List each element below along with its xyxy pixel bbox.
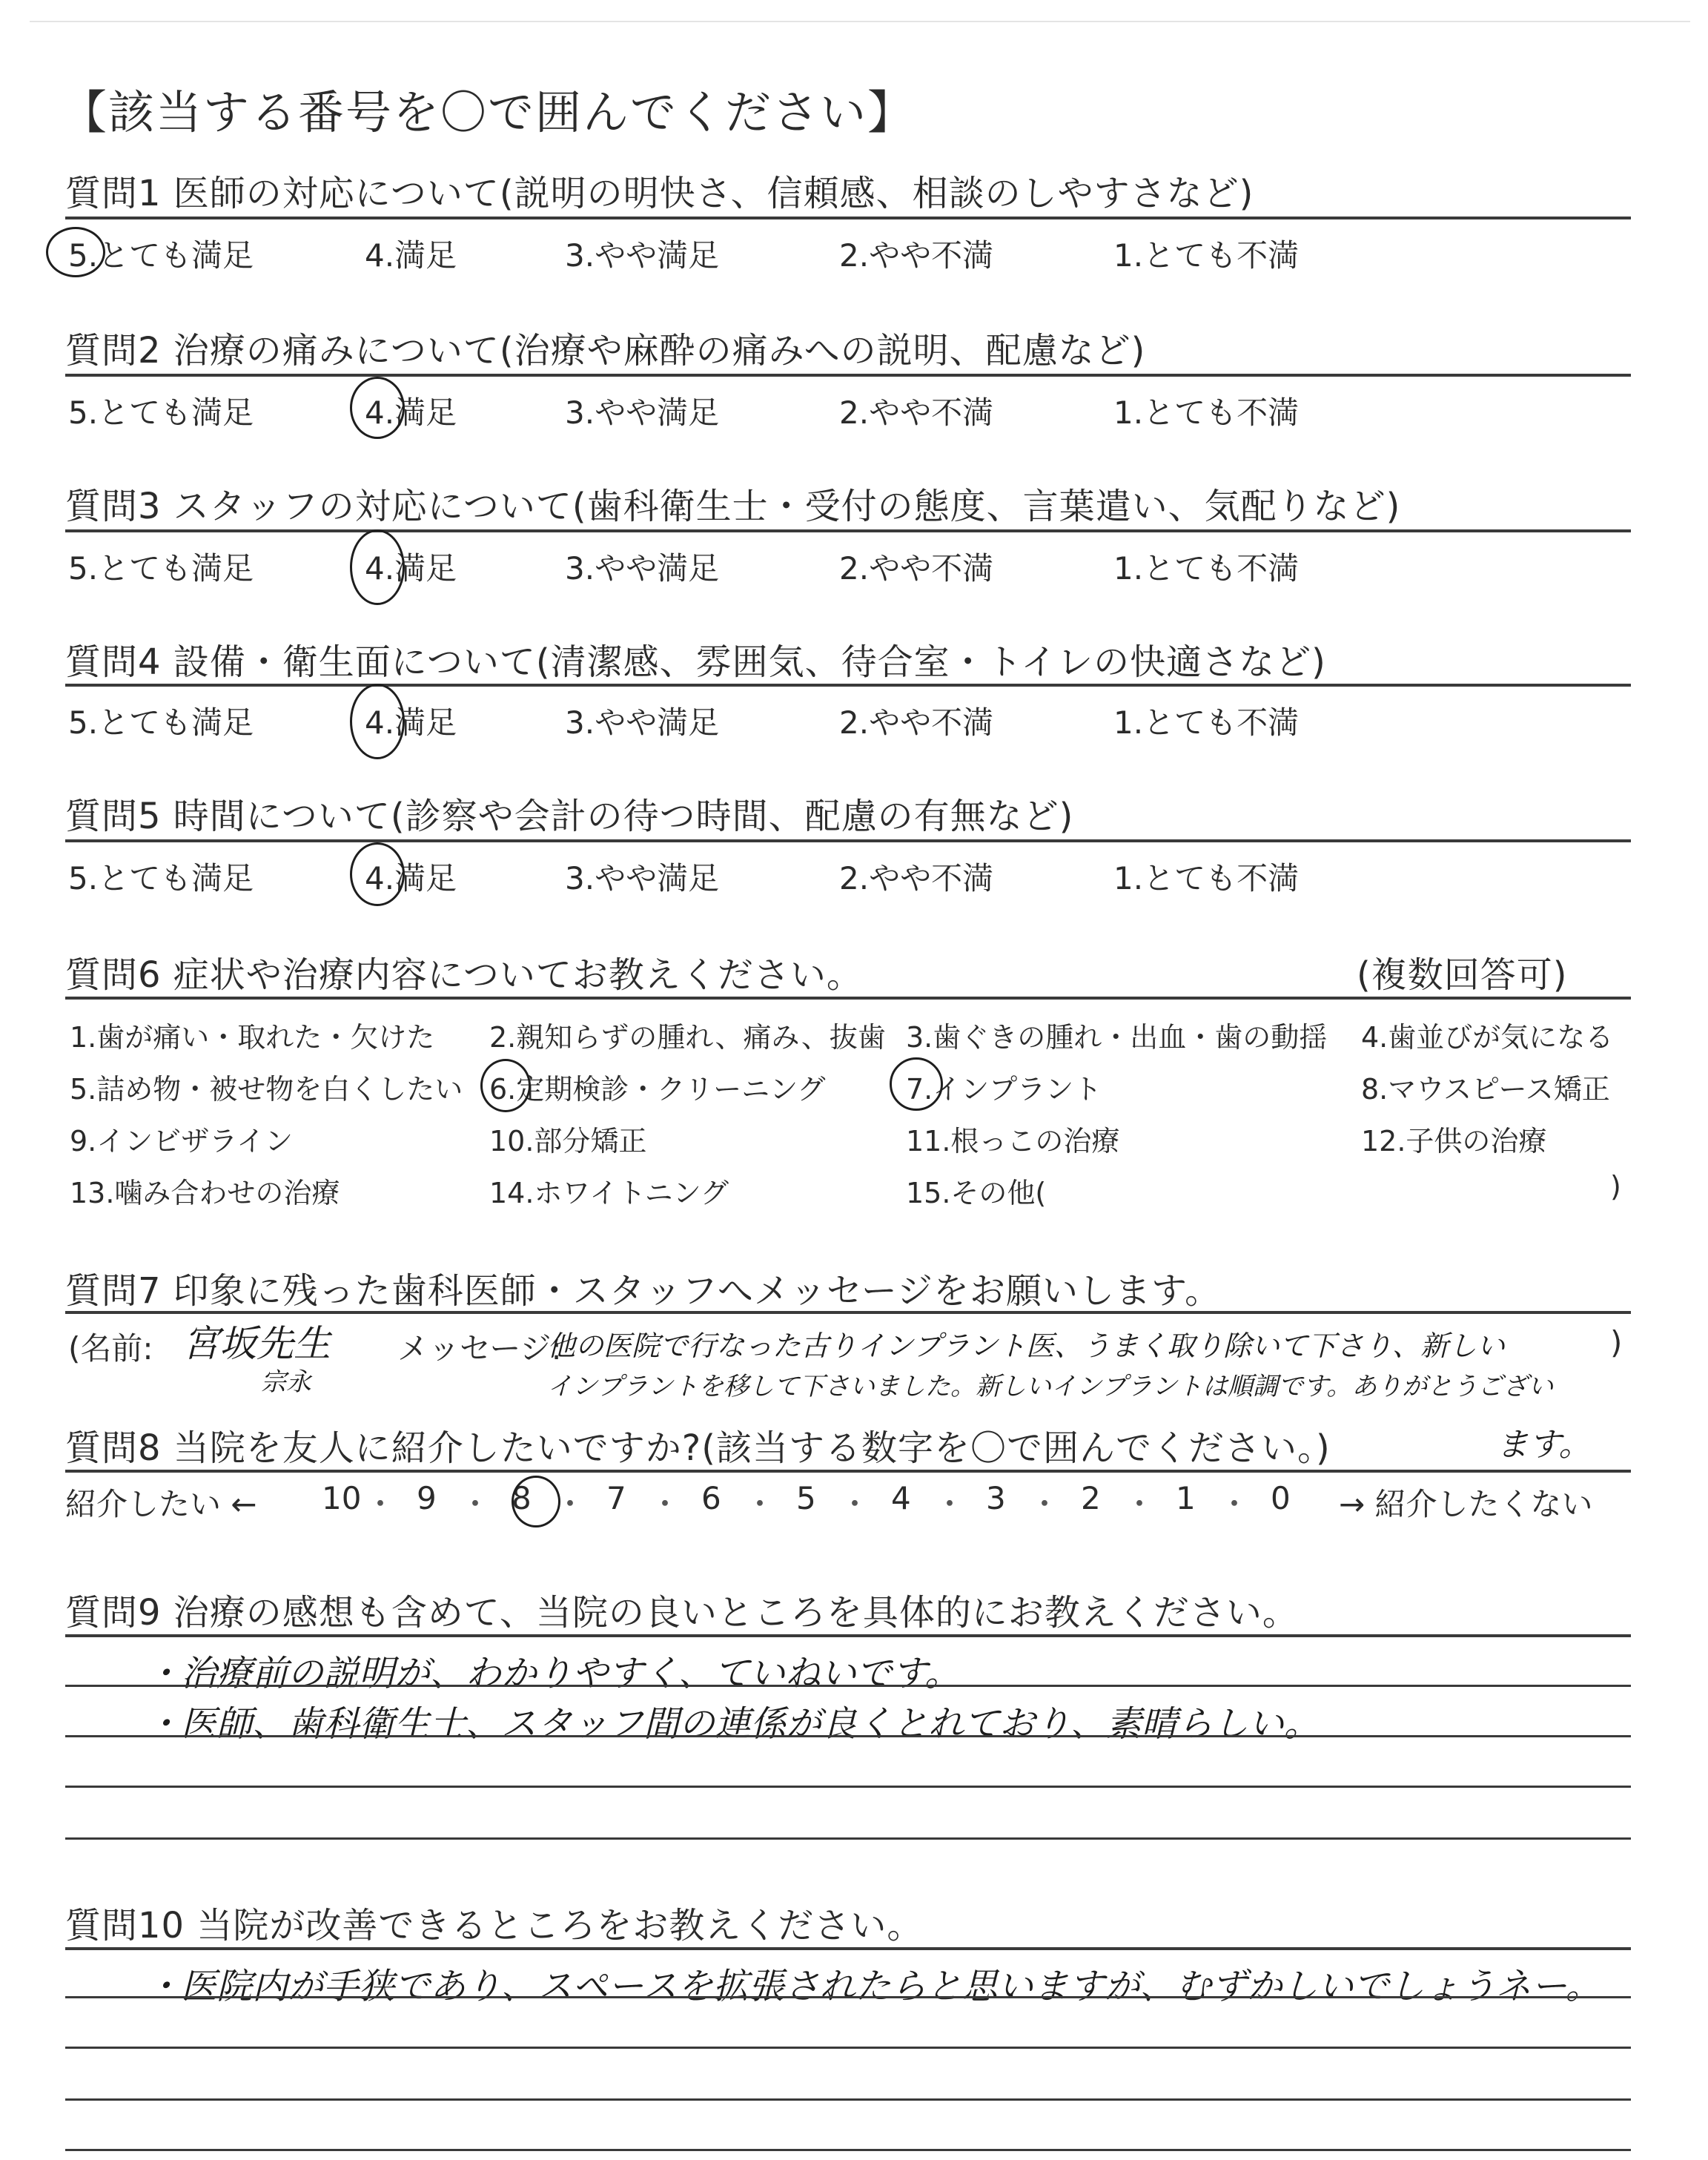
option-1[interactable]: 1.とても不満: [1113, 550, 1300, 587]
question-rule: [65, 217, 1631, 219]
question-label: 質問10 当院が改善できるところをお教えください。: [65, 1905, 924, 1946]
top-edge-line: [30, 21, 1690, 22]
question-label: 質問6 症状や治療内容についてお教えください。: [65, 954, 863, 996]
symptom-item[interactable]: 6.定期検診・クリーニング: [489, 1073, 826, 1106]
symptom-item[interactable]: 1.歯が痛い・取れた・欠けた: [70, 1021, 435, 1054]
writing-line: [65, 1735, 1631, 1737]
answer-line-1[interactable]: ・治療前の説明が、わかりやすく、ていねいです。: [145, 1653, 961, 1694]
option-4[interactable]: 4.満足: [365, 237, 457, 274]
symptom-item[interactable]: 10.部分矯正: [489, 1125, 647, 1157]
writing-line: [65, 1685, 1631, 1687]
question-label: 質問4 設備・衛生面について(清潔感、雰囲気、待合室・トイレの快適さなど): [65, 641, 1326, 683]
symptom-item[interactable]: 14.ホワイトニング: [489, 1177, 729, 1209]
option-5[interactable]: 5.とても満足: [68, 237, 254, 274]
scale-number-7[interactable]: 7: [606, 1480, 626, 1516]
scale-number-1[interactable]: 1: [1176, 1480, 1196, 1516]
writing-line: [65, 2098, 1631, 2101]
multiple-answer-note: (複数回答可): [1357, 954, 1568, 996]
option-3[interactable]: 3.やや満足: [565, 237, 720, 274]
writing-line: [65, 2047, 1631, 2049]
writing-line: [65, 1786, 1631, 1788]
question-rule: [65, 839, 1631, 842]
answer-circle: [350, 529, 405, 605]
name-value[interactable]: 宮坂先生: [182, 1322, 331, 1365]
option-3[interactable]: 3.やや満足: [565, 394, 720, 431]
symptom-item[interactable]: 13.噛み合わせの治療: [70, 1177, 340, 1209]
option-4[interactable]: 4.満足: [365, 394, 457, 431]
option-4[interactable]: 4.満足: [365, 860, 457, 896]
question-label: 質問3 スタッフの対応について(歯科衛生士・受付の態度、言葉遣い、気配りなど): [65, 486, 1401, 527]
option-2[interactable]: 2.やや不満: [839, 394, 994, 431]
option-2[interactable]: 2.やや不満: [839, 860, 994, 896]
option-1[interactable]: 1.とても不満: [1113, 394, 1300, 431]
page-title: 【該当する番号を〇で囲んでください】: [61, 85, 916, 139]
scale-number-5[interactable]: 5: [796, 1480, 816, 1516]
symptom-item[interactable]: 8.マウスピース矯正: [1361, 1073, 1610, 1106]
message-line-2[interactable]: インプラントを移して下さいました。新しいインプラントは順調です。ありがとうござい: [547, 1372, 1554, 1401]
other-close-paren: ): [1610, 1170, 1621, 1203]
option-2[interactable]: 2.やや不満: [839, 237, 994, 274]
scale-separator: ・: [839, 1486, 871, 1522]
symptom-item[interactable]: 5.詰め物・被せ物を白くしたい: [70, 1073, 463, 1106]
scale-separator: ・: [555, 1486, 586, 1522]
scale-number-3[interactable]: 3: [986, 1480, 1006, 1516]
option-5[interactable]: 5.とても満足: [68, 704, 254, 741]
symptom-item[interactable]: 7.インプラント: [906, 1073, 1102, 1106]
scale-separator: ・: [460, 1486, 491, 1522]
answer-circle: [512, 1476, 560, 1527]
question-rule: [65, 1947, 1631, 1950]
question-label: 質問8 当院を友人に紹介したいですか?(該当する数字を〇で囲んでください。): [65, 1427, 1331, 1469]
option-3[interactable]: 3.やや満足: [565, 704, 720, 741]
option-2[interactable]: 2.やや不満: [839, 550, 994, 587]
scale-separator: ・: [1029, 1486, 1061, 1522]
scale-number-2[interactable]: 2: [1081, 1480, 1101, 1516]
option-2[interactable]: 2.やや不満: [839, 704, 994, 741]
message-label: メッセージ:: [397, 1330, 562, 1367]
answer-circle: [350, 842, 405, 906]
writing-line: [65, 1837, 1631, 1840]
option-3[interactable]: 3.やや満足: [565, 860, 720, 896]
symptom-item[interactable]: 2.親知らずの腫れ、痛み、抜歯: [489, 1021, 886, 1054]
answer-circle: [480, 1059, 531, 1112]
scale-left-label: 紹介したい ←: [65, 1486, 257, 1522]
scale-number-9[interactable]: 9: [417, 1480, 437, 1516]
message-line-1[interactable]: 他の医院で行なった古りインプラント医、うまく取り除いて下さり、新しい: [547, 1330, 1506, 1362]
symptom-item[interactable]: 12.子供の治療: [1361, 1125, 1547, 1157]
answer-line-2[interactable]: ・医師、歯科衛生士、スタッフ間の連係が良くとれており、素晴らしい。: [145, 1703, 1320, 1745]
option-1[interactable]: 1.とても不満: [1113, 860, 1300, 896]
scale-separator: ・: [744, 1486, 776, 1522]
question-rule: [65, 374, 1631, 377]
name-label: (名前:: [68, 1330, 153, 1367]
option-4[interactable]: 4.満足: [365, 704, 457, 741]
scale-number-0[interactable]: 0: [1271, 1480, 1291, 1516]
scale-separator: ・: [934, 1486, 966, 1522]
option-4[interactable]: 4.満足: [365, 550, 457, 587]
option-1[interactable]: 1.とても不満: [1113, 704, 1300, 741]
question-rule: [65, 1634, 1631, 1637]
scale-separator: ・: [1124, 1486, 1156, 1522]
symptom-item[interactable]: 4.歯並びが気になる: [1361, 1021, 1614, 1054]
question-label: 質問1 医師の対応について(説明の明快さ、信頼感、相談のしやすさなど): [65, 173, 1254, 214]
writing-line: [65, 1996, 1631, 1998]
scale-number-8[interactable]: 8: [512, 1480, 532, 1516]
scale-number-4[interactable]: 4: [891, 1480, 911, 1516]
scale-right-label: → 紹介したくない: [1339, 1486, 1593, 1522]
option-5[interactable]: 5.とても満足: [68, 860, 254, 896]
option-5[interactable]: 5.とても満足: [68, 394, 254, 431]
answer-circle: [350, 377, 405, 439]
writing-line: [65, 2149, 1631, 2151]
name-extra: 宗永: [261, 1367, 311, 1397]
question-label: 質問5 時間について(診察や会計の待つ時間、配慮の有無など): [65, 796, 1074, 837]
scale-number-10[interactable]: 10: [322, 1480, 362, 1516]
message-close-paren: ): [1610, 1324, 1623, 1361]
answer-circle: [46, 227, 105, 277]
question-label: 質問9 治療の感想も含めて、当院の良いところを具体的にお教えください。: [65, 1592, 1299, 1634]
question-rule: [65, 529, 1631, 532]
symptom-item[interactable]: 9.インビザライン: [70, 1125, 294, 1157]
answer-circle: [350, 684, 405, 759]
scale-separator: ・: [649, 1486, 681, 1522]
scale-separator: ・: [1219, 1486, 1251, 1522]
question-rule: [65, 997, 1631, 1000]
option-1[interactable]: 1.とても不満: [1113, 237, 1300, 274]
option-3[interactable]: 3.やや満足: [565, 550, 720, 587]
question-rule: [65, 1470, 1631, 1473]
question-rule: [65, 684, 1631, 687]
message-line-3-text: ます。: [1496, 1426, 1592, 1464]
answer-line-1[interactable]: ・医院内が手狭であり、スペースを拡張されたらと思いますが、むずかしいでしょうネー。: [145, 1966, 1601, 2007]
question-label: 質問7 印象に残った歯科医師・スタッフへメッセージをお願いします。: [65, 1270, 1222, 1312]
option-5[interactable]: 5.とても満足: [68, 550, 254, 587]
scale-separator: ・: [365, 1486, 397, 1522]
symptom-item-other[interactable]: 15.その他(: [906, 1177, 1047, 1209]
symptom-item[interactable]: 11.根っこの治療: [906, 1125, 1120, 1157]
answer-circle: [890, 1057, 943, 1111]
question-label: 質問2 治療の痛みについて(治療や麻酔の痛みへの説明、配慮など): [65, 330, 1146, 371]
scale-number-6[interactable]: 6: [701, 1480, 721, 1516]
symptom-item[interactable]: 3.歯ぐきの腫れ・出血・歯の動揺: [906, 1021, 1328, 1054]
